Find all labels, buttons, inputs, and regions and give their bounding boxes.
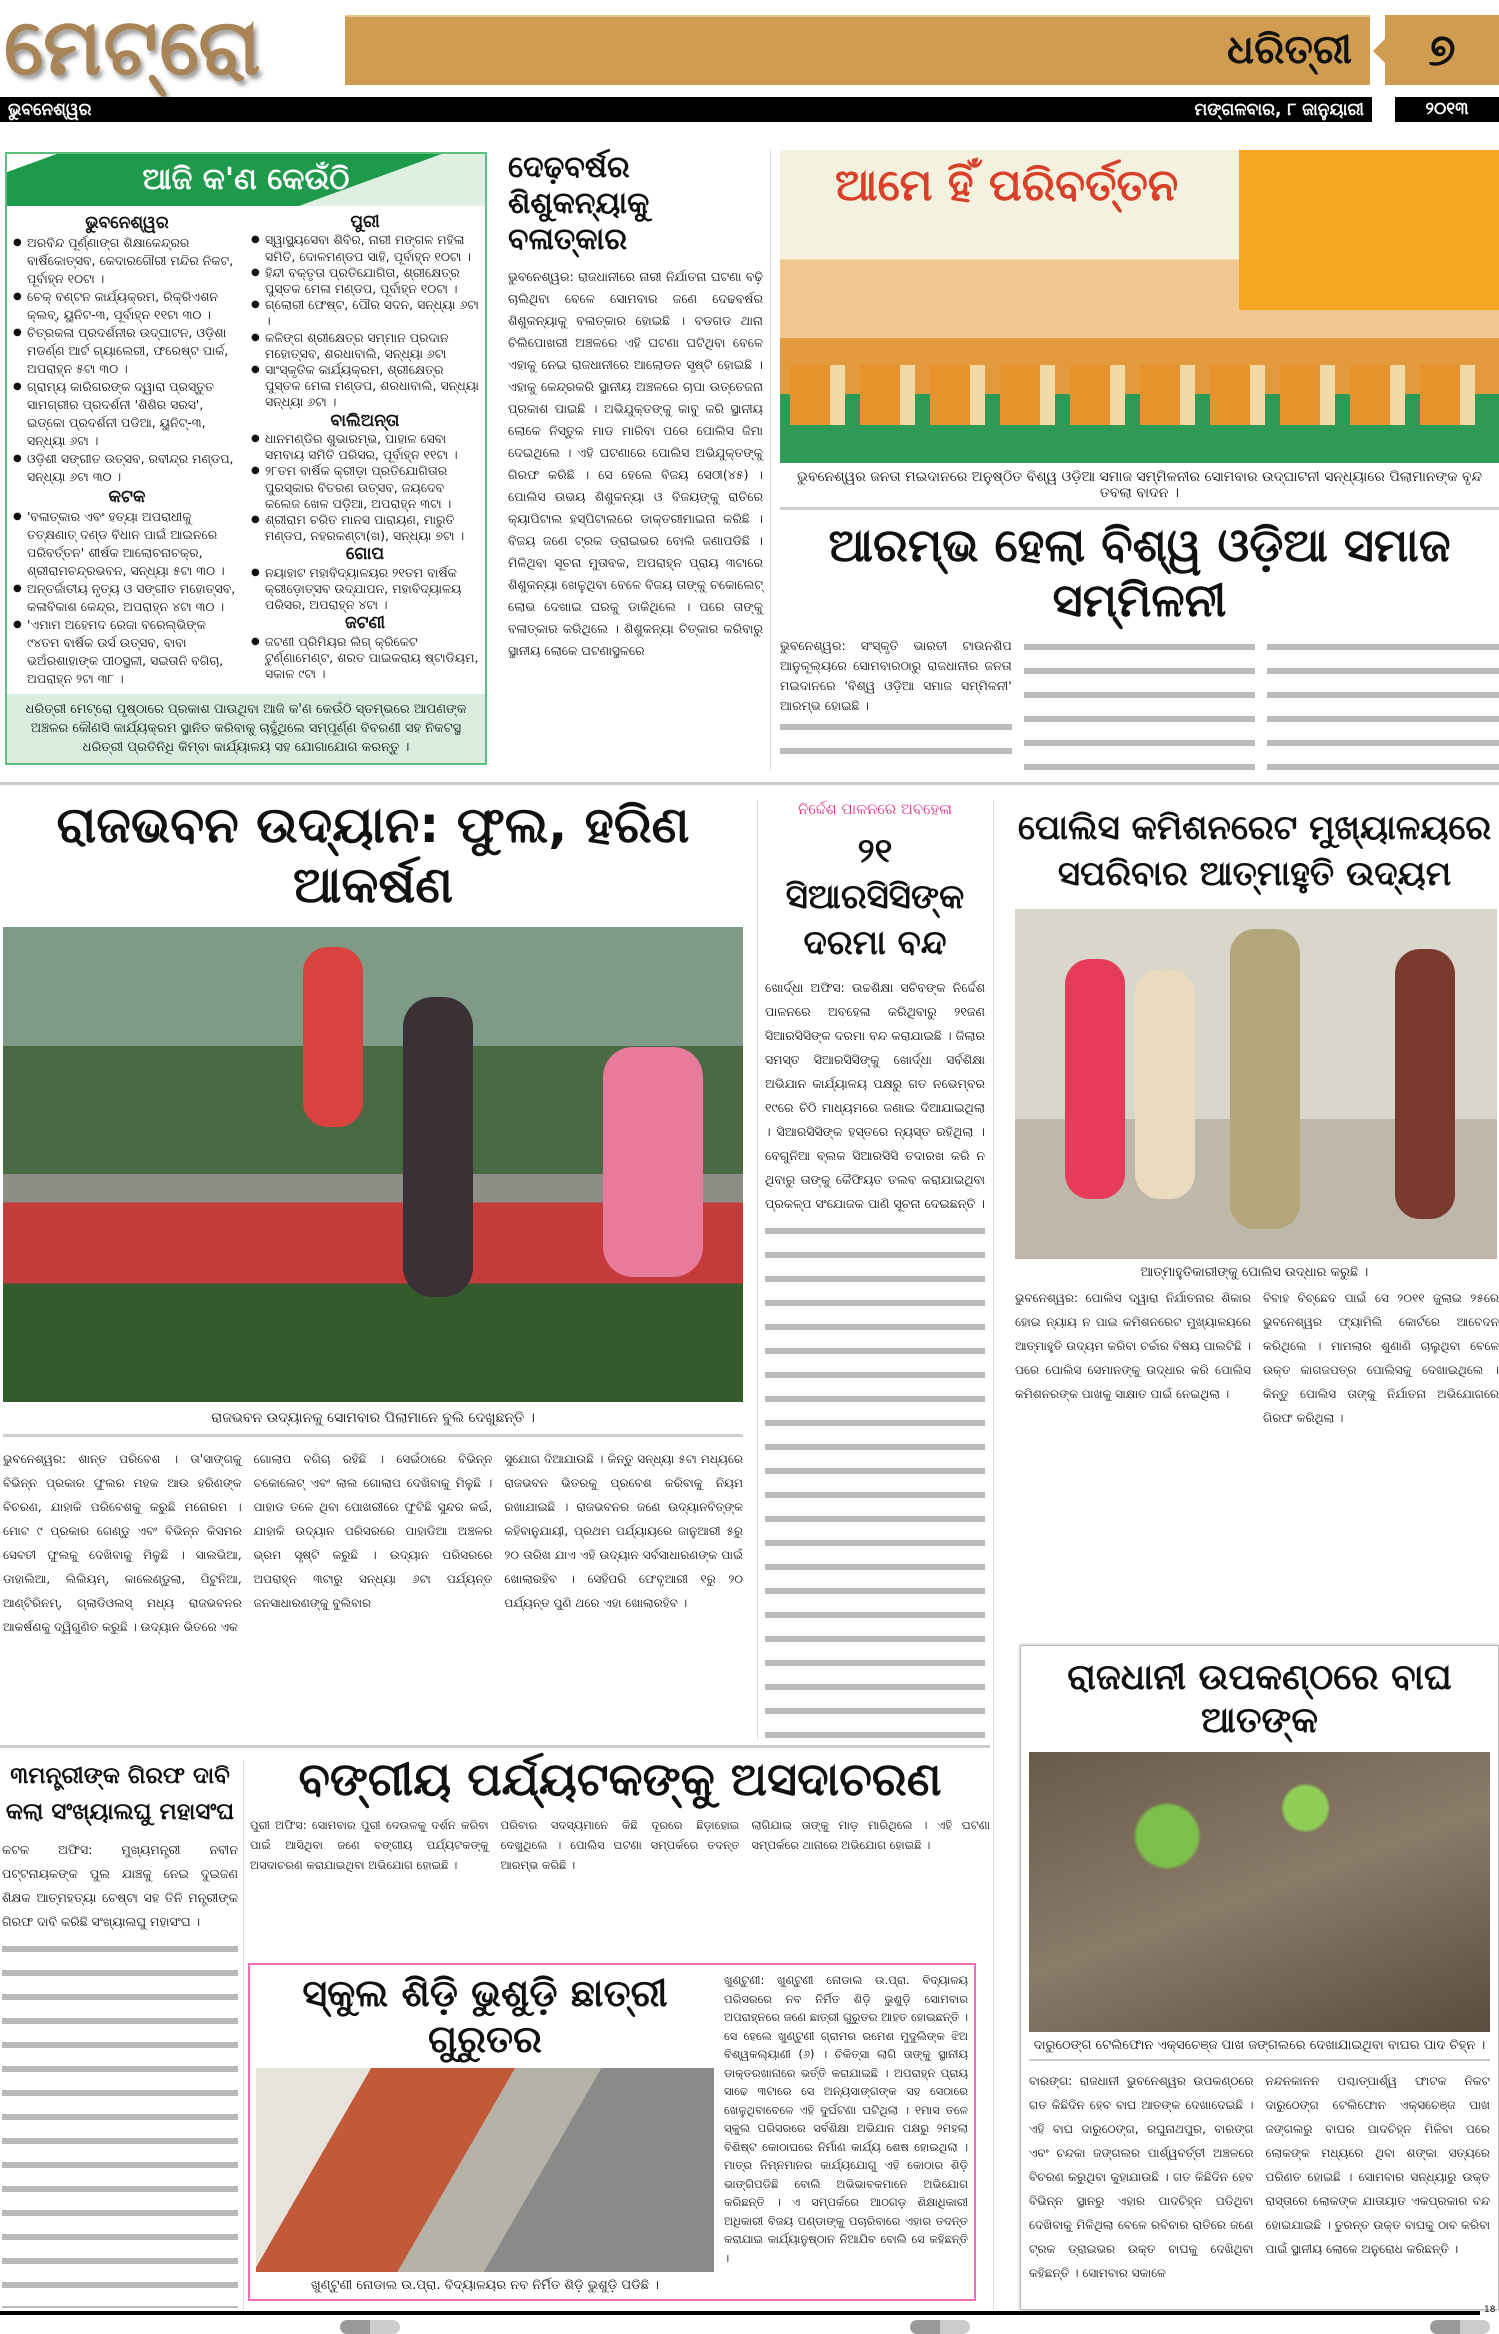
article-body: ଖୋର୍ଦ୍ଧା ଅଫିସ: ଉଚ୍ଚଶିକ୍ଷା ସଚିବଙ୍କ ନିର୍ଦ୍ଦେଶ ପାଳନରେ ଅବହେଳା କରିଥିବାରୁ ୨୧ଜଣ ସିଆରସିସିଙ୍କ ଦରମା ବନ୍ଦ କରାଯାଇଛି । ଜିଲାର ସମସ୍ତ ସିଆରସିସିଙ୍କୁ ଖୋର୍ଦ୍ଧା ସର୍ବଶିକ୍ଷା ଅଭିଯାନ କାର୍ଯ୍ୟାଳୟ ପକ୍ଷରୁ ଗତ ନଭେମ୍ବର ୧୯ରେ ଚିଠି ମାଧ୍ୟମରେ ଜଣାଇ ଦିଆଯାଇଥିଲା । ସିଆରସିସିଙ୍କ ହସ୍ତରେ ନ୍ୟସ୍ତ ରହିଥିଲା । ବେଗୁନିଆ ବ୍ଲକ ସିଆରସିସି ତଦାରଖ କରି ନ ଥିବାରୁ ତାଙ୍କୁ କୈଫିୟତ ତଲବ କରାଯାଇଥିବା ପ୍ରକଳ୍ପ ସଂଯୋଜକ ପାଣି ସୂଚନା ଦେଇଛନ୍ତି । <box>765 980 985 1211</box>
events-footer-note: ଧରିତ୍ରୀ ମେଟ୍ରୋ ପୃଷ୍ଠାରେ ପ୍ରକାଶ ପାଉଥିବା ଆଜି କ'ଣ କେଉଁଠି ସ୍ତମ୍ଭରେ ଆପଣଙ୍କ ଅଞ୍ଚଳର କୌଣସି କାର୍ଯ୍ୟକ୍ରମ ସ୍ଥାନିତ କରିବାକୁ ଚାହୁଁଥିଲେ ସମ୍ପୂର୍ଣ୍ଣ ବିବରଣୀ ସହ ନିକଟସ୍ଥ ଧରିତ୍ରୀ ପ୍ରତିନିଧି କିମ୍ବା କାର୍ଯ୍ୟାଳୟ ସହ ଯୋଗାଯୋଗ କରନ୍ତୁ । <box>7 694 485 763</box>
school-left-column <box>256 1971 714 2293</box>
footer-rule <box>0 2311 1480 2315</box>
event-item: ● 'ଏମାମ ଅହେମଦ ରେଜା ବରେଲ୍‌ଭିଙ୍କ ୯୪ତମ ବାର୍ଷିକ ଉର୍ସ ଉତ୍ସବ, ବାବା ଭଅଁରଶାହାଙ୍କ ପୀଠସ୍ଥଳୀ, ସଇତାନି ବଗିଚା, ଅପରାହ୍ନ ୨ଟା ୩୮ । <box>13 616 241 688</box>
dateline-bar <box>0 97 1372 122</box>
events-list <box>13 508 241 688</box>
body-columns <box>3 1447 743 1740</box>
event-item: ● ଅରବିନ୍ଦ ପୂର୍ଣ୍ଣାଙ୍ଗ ଶିକ୍ଷାକେନ୍ଦ୍ରର ବାର୍ଷିକୋତ୍ସବ, କେଦାରଗୌରୀ ମନ୍ଦିର ନିକଟ, ପୂର୍ବାହ୍ନ ୧୦ଟା । <box>13 234 241 288</box>
events-box <box>5 152 487 765</box>
event-item: ● ୨୮ତମ ବାର୍ଷିକ କ୍ରୀଡ଼ା ପ୍ରତିଯୋଗିତାର ପୁରସ୍କାର ବିତରଣ ଉତ୍ସବ, ଜୟଦେବ କଲେଜ ଖେଳ ପଡ଼ିଆ, ଅପରାହ୍ନ ୩ଟା । <box>251 463 479 512</box>
event-item: ● ଗ୍ରାମ୍ୟ କାରିଗରଙ୍କ ଦ୍ୱାରା ପ୍ରସ୍ତୁତ ସାମଗ୍ରୀର ପ୍ରଦର୍ଶନୀ 'ଶିଶିର ସରସ', ଇଡ୍‌କୋ ପ୍ରଦର୍ଶନୀ ପଡିଆ, ୟୁନିଟ୍-୩, ସନ୍ଧ୍ୟା ୬ଟା । <box>13 378 241 450</box>
events-list <box>251 565 479 614</box>
events-city-heading: କଟକ <box>108 487 146 507</box>
event-item: ● ଗ୍ଲୋରୀ ଫେଷ୍ଟ, ପୌର ସଦନ, ସନ୍ଧ୍ୟା ୬ଟା । <box>251 297 479 329</box>
article-body: ନନ୍ଦନକାନନ ପଶ୍ଚାତ୍ପାର୍ଶ୍ୱ ଫାଟକ ନିକଟ ଦାରୁଠେଙ୍ଗ ଟେଲିଫୋନ ଏକ୍ସଚେଞ୍ଜ ପାଖ ଜଙ୍ଗଲରୁ ବାଘର ପାଦଚିହ୍ନ ମିଳିବା ପରେ ଲୋକଙ୍କ ମଧ୍ୟରେ ଥିବା ଶଙ୍କା ସତ୍ୟରେ ପରିଣତ ହୋଇଛି । ସୋମବାର ସନ୍ଧ୍ୟାରୁ ଉକ୍ତ ରାସ୍ତାରେ ଲୋକଙ୍କ ଯାତାୟାତ ଏକପ୍ରକାର ବନ୍ଦ ହୋଇଯାଇଛି । ତୁରନ୍ତ ଉକ୍ତ ବାଘକୁ ଠାବ କରିବା ପାଇଁ ସ୍ଥାନୀୟ ଲୋକେ ଅନୁରୋଧ କରିଛନ୍ତି । <box>1265 2074 1490 2257</box>
article-police <box>1010 805 1499 1630</box>
kicker: ନିର୍ଦ୍ଦେଶ ପାଳନରେ ଅବହେଳା <box>797 800 953 818</box>
divider <box>780 507 1499 510</box>
events-list <box>13 234 241 486</box>
events-columns <box>7 206 485 694</box>
events-list <box>251 232 479 410</box>
events-list <box>251 431 479 544</box>
event-item: ● କଳିଙ୍ଗ ଶ୍ରୀକ୍ଷେତ୍ର ସମ୍ମାନ ପ୍ରଦାନ ମହୋତ୍ସବ, ଶରଧାବାଲି, ସନ୍ଧ୍ୟା ୬ଟା <box>251 330 479 362</box>
stage-backdrop <box>1239 150 1499 310</box>
text-column <box>3 1447 242 1740</box>
headline: ରାଜଭବନ ଉଦ୍ୟାନ: ଫୁଲ, ହରିଣ ଆକର୍ଷଣ <box>56 796 690 914</box>
headline: ପୋଲିସ କମିଶନରେଟ ମୁଖ୍ୟାଳୟରେ ସପରିବାର ଆତ୍ମାହୁତି ଉଦ୍ୟମ <box>1017 808 1492 894</box>
page-number: ୭ <box>1385 15 1499 85</box>
headline: ୨୧ ସିଆରସିସିଙ୍କ ଦରମା ବନ୍ଦ <box>785 831 965 963</box>
edition-city: ଭୁବନେଶ୍ୱର <box>8 99 92 120</box>
headline: ଆରମ୍ଭ ହେଲା ବିଶ୍ୱ ଓଡ଼ିଆ ସମାଜ ସମ୍ମିଳନୀ <box>828 518 1451 628</box>
person-figure <box>1135 969 1195 1199</box>
article-body: କଟକ ଅଫିସ: ମୁଖ୍ୟମନ୍ତ୍ରୀ ନବୀନ ପଟ୍ଟନାୟକଙ୍କ ପୁଲ ଯାଞ୍ଚକୁ ନେଇ ଦୁଇଜଣ ଶିକ୍ଷକ ଆତ୍ମହତ୍ୟା ଚେଷ୍ଟା ସହ ତିନି ମନ୍ତ୍ରୀଙ୍କ ଗିରଫ ଦାବି କରିଛି ସଂଖ୍ୟାଲଘୁ ମହାସଂଘ । <box>2 1842 238 1929</box>
article-body: ପରିବାର ସଦସ୍ୟମାନେ କିଛି ଦୂରରେ ଛିଡ଼ାହୋଇ ଦେଖୁଥିଲେ । ପୋଲିସ ଘଟଣା ସମ୍ପର୍କରେ ତଦନ୍ତ ଆରମ୍ଭ କରିଛି । <box>500 1818 740 1873</box>
article-crcc <box>765 800 985 1740</box>
event-item: ● ଚେକ୍ ବଣ୍ଟନ କାର୍ଯ୍ୟକ୍ରମ, ରିକ୍ରିଏଶନ କ୍ଲବ୍, ୟୁନିଟ-୩, ପୂର୍ବାହ୍ନ ୧୧ଟା ୩୦ । <box>13 288 241 324</box>
column-divider <box>993 800 994 2310</box>
police-officer-figure <box>1230 929 1300 1229</box>
events-column-right <box>251 212 479 690</box>
photo-caption: ଖୁଣ୍ଟୁଣୀ ନୋଡାଲ ଉ.ପ୍ରା. ବିଦ୍ୟାଳୟର ନବ ନିର୍ମିତ ଶିଡ଼ି ଭୁଶୁଡ଼ି ପଡିଛି । <box>311 2278 659 2293</box>
text-column <box>250 1815 489 1958</box>
text-column <box>1029 2069 1254 2299</box>
headline: ବଙ୍ଗୀୟ ପର୍ଯ୍ୟଟକଙ୍କୁ ଅସଦାଚରଣ <box>298 1752 942 1806</box>
event-item: ● ଚିତ୍ରକଳା ପ୍ରଦର୍ଶନୀର ଉଦ୍‌ଘାଟନ, ଓଡ଼ିଶା ମଡର୍ଣ୍ଣ ଆର୍ଟ ଗ୍ୟାଲେରୀ, ଫରେଷ୍ଟ ପାର୍କ, ଅପରାହ୍ନ ୫ଟା ୩୦ । <box>13 324 241 378</box>
scroll-handle[interactable] <box>340 2320 400 2334</box>
article-rape <box>508 150 763 770</box>
body-columns <box>250 1815 990 1958</box>
events-city-heading: ଭୁବନେଶ୍ୱର <box>85 213 169 233</box>
article-tiger <box>1020 1645 1499 2310</box>
page-marker: 18 <box>1484 2305 1496 2315</box>
events-city-heading: ଗୋପ <box>345 544 385 565</box>
person-figure <box>403 997 473 1297</box>
text-lines <box>1267 636 1499 770</box>
text-lines <box>1024 636 1256 770</box>
event-item: ● ଜଟଣୀ ପ୍ରିମିୟର ଲିଗ୍ କ୍ରିକେଟ ଟୁର୍ଣ୍ଣାମେଣ୍ଟ, ଶରତ ପାଇକରାୟ ଷ୍ଟାଡିୟମ, ସକାଳ ୯ଟା । <box>251 634 479 683</box>
rajbhavan-photo <box>3 927 743 1402</box>
headline: ଦେଢ଼ବର୍ଷର ଶିଶୁକନ୍ୟାକୁ ବଳାତ୍କାର <box>508 150 650 257</box>
event-item: ● ଧାନମଣ୍ଡିର ଶୁଭାରମ୍ଭ, ପାହାଳ ସେବା ସମବାୟ ସମିତି ପରିସର, ପୂର୍ବାହ୍ନ ୧୧ଟା । <box>251 431 479 463</box>
scroll-handle[interactable] <box>1430 2320 1490 2334</box>
text-column <box>780 636 1012 770</box>
event-item: ● ସାଂସ୍କୃତିକ କାର୍ଯ୍ୟକ୍ରମ, ଶ୍ରୀକ୍ଷେତ୍ର ପୁସ୍ତକ ମେଳା ମଣ୍ଡପ, ଶରଧାବାଲି, ସନ୍ଧ୍ୟା ସନ୍ଧ୍ୟା ୬ଟା । <box>251 362 479 411</box>
events-title: ଆଜି କ'ଣ କେଉଁଠି <box>7 154 485 206</box>
tabla-row <box>790 365 1490 425</box>
headline: ୩ମନ୍ତ୍ରୀଙ୍କ ଗିରଫ ଦାବି କଲା ସଂଖ୍ୟାଲଘୁ ମହାସଂଘ <box>5 1763 235 1825</box>
text-column <box>1266 2069 1491 2299</box>
headline: ସ୍କୁଲ ଶିଡ଼ି ଭୁଶୁଡ଼ି ଛାତ୍ରୀ ଗୁରୁତର <box>302 1971 668 2061</box>
divider <box>3 1434 743 1437</box>
text-column <box>501 1815 740 1958</box>
text-column <box>1024 636 1256 770</box>
body-columns <box>780 636 1499 770</box>
events-list <box>251 634 479 683</box>
text-column <box>724 1971 968 2293</box>
event-item: ● ଅନ୍ତର୍ଜାତୀୟ ନୃତ୍ୟ ଓ ସଙ୍ଗୀତ ମହୋତ୍ସବ, କଳାବିକାଶ କେନ୍ଦ୍ର, ଅପରାହ୍ନ ୪ଟା ୩୦ । <box>13 580 241 616</box>
article-minority <box>2 1758 238 2308</box>
photo-banner-text: ଆମେ ହିଁ ପରିବର୍ତ୍ତନ <box>835 160 1179 211</box>
article-body: ପୁରୀ ଅଫିସ: ସୋମବାର ପୁରୀ ଦେଉଳକୁ ଦର୍ଶନ କରିବା ପାଇଁ ଆସିଥିବା ଜଣେ ବଙ୍ଗୀୟ ପର୍ଯ୍ୟଟକଙ୍କୁ ଅସଦାଚରଣ କରାଯାଇଥିବା ଅଭିଯୋଗ ହୋଇଛି । <box>250 1818 489 1873</box>
article-body: ସୁଯୋଗ ଦିଆଯାଉଛି । କିନ୍ତୁ ସନ୍ଧ୍ୟା ୫ଟା ମଧ୍ୟରେ ରାଜଭବନ ଭିତରକୁ ପ୍ରବେଶ କରିବାକୁ ନିୟମ ରଖାଯାଇଛି । ରାଜଭବନର ଜଣେ ଉଦ୍ୟାନବିତ୍‌ଙ୍କ କହିବାନୁଯାୟୀ, ପ୍ରଥମ ପର୍ଯ୍ୟାୟରେ ଜାନୁଆରୀ ୫ରୁ ୨୦ ତାରିଖ ଯାଏ ଏହି ଉଦ୍ୟାନ ସର୍ବସାଧାରଣଙ୍କ ପାଇଁ ଖୋଲାରହିବ । ସେହିପରି ଫେବୃଆରୀ ୧ରୁ ୨୦ ପର୍ଯ୍ୟନ୍ତ ପୁଣି ଥରେ ଏହା ଖୋଲାରହିବ । <box>504 1452 744 1610</box>
article-body: ଲାଗିଯାଇ ତାଙ୍କୁ ମାଡ଼ ମାରିଥିଲେ । ଏହି ଘଟଣା ସମ୍ପର୍କରେ ଥାନାରେ ଅଭିଯୋଗ ହୋଇଛି । <box>751 1818 991 1853</box>
event-item: ● ଓଡ଼ିଶୀ ସଙ୍ଗୀତ ଉତ୍ସବ, ରବୀନ୍ଦ୍ର ମଣ୍ଡପ, ସନ୍ଧ୍ୟା ୬ଟା ୩୦ । <box>13 450 241 486</box>
event-item: ● ନୟାହାଟ ମହାବିଦ୍ୟାଳୟର ୨୧ତମ ବାର୍ଷିକ କ୍ରୀଡ଼ୋତ୍ସବ ଉଦ୍‌ଯାପନ, ମହାବିଦ୍ୟାଳୟ ପରିସର, ଅପରାହ୍ନ ୪ଟା । <box>251 565 479 614</box>
article-bengal <box>250 1752 990 1958</box>
text-column <box>1263 1286 1499 1630</box>
photo-caption: ଆତ୍ମାହୁତିକାରୀଙ୍କୁ ପୋଲିସ ଉଦ୍ଧାର କରୁଛି । <box>1140 1265 1369 1280</box>
issue-year: ୨୦୧୩ <box>1395 97 1499 122</box>
article-rajbhavan <box>3 795 743 1740</box>
collapsed-stairs-photo <box>256 2068 714 2272</box>
issue-date: ମଙ୍ଗଳବାର, ୮ ଜାନୁୟାରୀ <box>1194 99 1364 120</box>
text-column <box>751 1815 990 1958</box>
event-item: ● ହିନ୍ଦୀ ବକ୍ତୃତା ପ୍ରତିଯୋଗିତା, ଶ୍ରୀକ୍ଷେତ୍ର ପୁସ୍ତକ ମେଳା ମଣ୍ଡପ, ପୂର୍ବାହ୍ନ ୧୦ଟା । <box>251 265 479 297</box>
article-body: ଭୁବନେଶ୍ୱର: ରାଜଧାନୀରେ ନାରୀ ନିର୍ଯାତନା ଘଟଣା ବଢ଼ି ଚାଲିଥିବା ବେଳେ ସୋମବାର ଜଣେ ଦେଢବର୍ଷର ଶିଶୁକନ୍ୟାକୁ ବଳାତ୍କାର ହୋଇଛି । ବଡଗଡ ଥାନା ଚିଲିପୋଖରୀ ଅଞ୍ଚଳରେ ଏହି ଘଟଣା ଘଟିଥିବା ବେଳେ ଏହାକୁ ନେଇ ରାଜଧାନୀରେ ଆଲୋଡନ ସୃଷ୍ଟି ହୋଇଛି । ଏହାକୁ କେନ୍ଦ୍ରକରି ସ୍ଥାନୀୟ ଅଞ୍ଚଳରେ ଚାପା ଉତ୍ତେଜନା ପ୍ରକାଶ ପାଇଛି । ଅଭିଯୁକ୍ତଙ୍କୁ କାବୁ କରି ସ୍ଥାନୀୟ ଲୋକେ ନିସ୍ତୁକ ମାଡ ମାରିବା ପରେ ପୋଲିସ ଜିମା ଦେଇଥିଲେ । ଏହି ଘଟଣାରେ ପୋଲିସ ଅଭିଯୁକ୍ତଙ୍କୁ ଗିରଫ କରିଛି । ସେ ହେଲେ ବିଜୟ ସେଠୀ(୪୫) । ପୋଲିସ ଉଭୟ ଶିଶୁକନ୍ୟା ଓ ବିଜୟଙ୍କୁ ରାତିରେ କ୍ୟାପିଟାଲ ହସ୍ପିଟାଲରେ ଡାକ୍ତରୀମାଇନା କରିଛି । ବିଜୟ ଜଣେ ଟ୍ରକ ଡ୍ରାଇଭର ବୋଲି ଜଣାପଡିଛି । ମିଳିଥିବା ସୂଚନା ମୁତାବକ, ଅପରାହ୍ନ ପ୍ରାୟ ୩ଟାରେ ଶିଶୁକନ୍ୟା ଖେଳୁଥିବା ବେଳେ ବିଜୟ ତାଙ୍କୁ ଚକୋଲେଟ୍ ଲୋଭ ଦେଖାଇ ଘରକୁ ଡାକିଥିଲେ । ପରେ ତାଙ୍କୁ ବଳାତ୍କାର କରିଥିଲେ । ଶିଶୁକନ୍ୟା ଚିତ୍କାର କରିବାରୁ ସ୍ଥାନୀୟ ଲୋକେ ଘଟଣାସ୍ଥଳରେ <box>508 269 763 658</box>
text-column <box>1015 1286 1251 1630</box>
article-body: ବାରଙ୍ଗ: ରାଜଧାନୀ ଭୁବନେଶ୍ୱର ଉପକଣ୍ଠରେ ଗତ କିଛିଦିନ ହେବ ବାଘ ଆତଙ୍କ ଦେଖାଦେଇଛି । ଏହି ବାଘ ଦାରୁଠେଙ୍ଗ, ରଘୁନାଥପୁର, ବାରଙ୍ଗ ଏବଂ ଚନ୍ଦକା ଜଙ୍ଗଲର ପାର୍ଶ୍ୱବର୍ତ୍ତୀ ଅଞ୍ଚଳରେ ବିଚରଣ କରୁଥିବା କୁହାଯାଉଛି । ଗତ କିଛିଦିନ ହେବ ବିଭିନ୍ନ ସ୍ଥାନରୁ ଏହାର ପାଦଚିହ୍ନ ପଡିଥିବା ଦେଖିବାକୁ ମିଳିଥିଲା ବେଳେ ରବିବାର ରାତିରେ ଜଣେ ଟ୍ରକ ଡ୍ରାଇଭର ଉକ୍ତ ବାଘକୁ ଦେଖିଥିବା କହିଛନ୍ତି । ସୋମବାର ସକାଳେ <box>1029 2074 1254 2281</box>
photo-caption: ରାଜଭବନ ଉଦ୍ୟାନକୁ ସୋମବାର ପିଲାମାନେ ବୁଲି ଦେଖୁଛନ୍ତି । <box>211 1410 535 1426</box>
section-divider <box>0 1745 990 1748</box>
event-item: ● ସ୍ୱାସ୍ଥ୍ୟସେବା ଶିବିର, ନାରୀ ମଙ୍ଗଳ ମହିଳା ସମିତି, ଦୋଳମଣ୍ଡପ ସାହି, ପୂର୍ବାହ୍ନ ୧୦ଟା । <box>251 232 479 264</box>
text-column <box>504 1447 743 1740</box>
article-body: ଭୁବନେଶ୍ୱର: ପୋଲିସ ଦ୍ୱାରା ନିର୍ଯାତନାର ଶିକାର ହୋଇ ନ୍ୟାୟ ନ ପାଇ କମିଶନରେଟ ମୁଖ୍ୟାଳୟରେ ଆତ୍ମାହୁତି ଉଦ୍ୟମ କରିବା ଚର୍ଚ୍ଚାର ବିଷୟ ପାଲଟିଛି । ପରେ ପୋଲିସ ସେମାନଙ୍କୁ ଉଦ୍ଧାର କରି ପୋଲିସ କମିଶନରଙ୍କ ପାଖକୁ ସାକ୍ଷାତ ପାଇଁ ନେଇଥିଲା । <box>1015 1291 1251 1401</box>
article-samaj <box>780 150 1499 770</box>
article-body: ଭୁବନେଶ୍ୱର: ଶାନ୍ତ ପରିବେଶ । ତା'ସାଙ୍ଗକୁ ବିଭିନ୍ନ ପ୍ରକାର ଫୁଲର ମହକ ଆଉ ହରିଣଙ୍କ ବିଚରଣ, ଯାହାକି ପରିବେଶକୁ କରୁଛି ମନୋରମ । ମୋଟ ୯ ପ୍ରକାର ଗେଣ୍ଡୁ ଏବଂ ବିଭିନ୍ନ କିସମର ସେବତୀ ଫୁଲକୁ ଦେଖିବାକୁ ମିଳୁଛି । ସାଲଭିଆ, ଡାହାଲିଆ, ଲିଲିୟମ୍, କାଲେଣ୍ଡୁଲା, ପିଟୁନିଆ, ଆଣ୍ଟିରିନମ୍, ଗ୍ଲାଡିଓଲସ୍ ମଧ୍ୟ ରାଜଭବନର ଆକର୍ଷଣକୁ ଦ୍ୱିଗୁଣିତ କରୁଛି । ଉଦ୍ୟାନ ଭିତରେ ଏକ <box>3 1452 242 1634</box>
column-divider <box>770 150 771 770</box>
section-bar <box>345 15 1370 85</box>
events-city-heading: ଜଟଣୀ <box>344 613 386 634</box>
section-title: ଧରିତ୍ରୀ <box>1227 27 1352 73</box>
section-divider <box>0 782 1499 785</box>
person-figure <box>303 947 363 1127</box>
samaj-photo <box>780 150 1499 463</box>
events-city-heading: ବାଲିଅନ୍ତା <box>330 410 400 431</box>
text-column <box>254 1447 493 1740</box>
photo-caption: ଭୁବନେଶ୍ୱର ଜନତା ମଇଦାନରେ ଅନୁଷ୍ଠିତ ବିଶ୍ୱ ଓଡ଼ିଆ ସମାଜ ସମ୍ମିଳନୀର ସୋମବାର ଉଦ୍‌ଘାଟନୀ ସନ୍ଧ୍ୟାରେ ପିଲାମାନଙ୍କ ବୃନ୍ଦ ତବଲା ବାଦନ । <box>796 469 1483 501</box>
headline: ରାଜଧାନୀ ଉପକଣ୍ଠରେ ବାଘ ଆତଙ୍କ <box>1067 1657 1452 1742</box>
divider <box>1029 2059 1490 2061</box>
events-city-heading: ପୁରୀ <box>350 212 380 232</box>
article-school <box>248 1963 976 2301</box>
text-lines <box>780 716 1012 770</box>
article-body: ଖୁଣ୍ଟୁଣୀ: ଖୁଣ୍ଟୁଣୀ ନୋଡାଲ ଉ.ପ୍ରା. ବିଦ୍ୟାଳୟ ପରିସରରେ ନବ ନିର୍ମିତ ଶିଡ଼ି ଭୁଶୁଡ଼ି ସୋମବାର ଅପରାହ୍ନରେ ଜଣେ ଛାତ୍ରୀ ଗୁରୁତର ଆହତ ହୋଇଛନ୍ତି । ସେ ହେଲେ ଖୁଣ୍ଟୁଣୀ ଗ୍ରାମର ରମେଶ ମୁଦୁଲିଙ୍କ ଝିଅ ବିଶ୍ୱକଲ୍ୟାଣୀ (୬) । ଚିକିତ୍ସା ଲାଗି ତାଙ୍କୁ ସ୍ଥାନୀୟ ଡାକ୍ତରଖାନାରେ ଭର୍ତ୍ତି କରାଯାଇଛି । ଅପରାହ୍ନ ପ୍ରାୟ ସାଢେ ୩ଟାରେ ସେ ଅନ୍ୟସାଙ୍ଗଙ୍କ ସହ ସେଠାରେ ଖେଳୁଥିବାବେଳେ ଏହି ଦୁର୍ଘଟଣା ଘଟିଥିଲା । ୧ମାସ ତଳେ ସ୍କୁଲ ପରିସରରେ ସର୍ବଶିକ୍ଷା ଅଭିଯାନ ପକ୍ଷରୁ ୨ମହଲା ବିଶିଷ୍ଟ କୋଠାଘରେ ନିର୍ମାଣ କାର୍ଯ୍ୟ ଶେଷ ହୋଇଥିଲା । ମାତ୍ର ନିମ୍ନମାନର କାର୍ଯ୍ୟଯୋଗୁ ଏହି କୋଠାର ଶିଡ଼ି ଭାଙ୍ଗିପଡିଛି ବୋଲି ଅଭିଭାବକମାନେ ଅଭିଯୋଗ କରିଛନ୍ତି । ଏ ସମ୍ପର୍କରେ ଆଠଗଡ଼ ଶିକ୍ଷାଧିକାରୀ ଅଧିକାରୀ ବିଜୟ ପଣ୍ଡାଙ୍କୁ ପଚାରିବାରେ ଏହାର ତଦନ୍ତ କରାଯାଇ କାର୍ଯ୍ୟାନୁଷ୍ଠାନ ନିଆଯିବ ବୋଲି ସେ କହିଛନ୍ତି । <box>724 1973 968 2265</box>
police-photo <box>1015 909 1497 1259</box>
person-figure <box>1395 949 1455 1219</box>
text-lines <box>765 1220 985 1740</box>
article-body: ଗୋଲାପ ବଗିଚା ରହିଛି । ସେଇଁଠାରେ ବିଭିନ୍ନ ଚକୋଲେଟ୍ ଏବଂ ଲାଲ ଗୋଲାପ ଦେଖିବାକୁ ମିଳୁଛି । ପାହାଡ ତଳେ ଥିବା ପୋଖରୀରେ ଫୁଟିଛି ସୁନ୍ଦର କଇଁ, ଯାହାକି ଉଦ୍ୟାନ ପରିସରରେ ପାହାଡିଆ ଅଞ୍ଚଳର ଭ୍ରମ ସୃଷ୍ଟି କରୁଛି । ଉଦ୍ୟାନ ପରିସରରେ ଅପରାହ୍ନ ୩ଟାରୁ ସନ୍ଧ୍ୟା ୬ଟା ପର୍ଯ୍ୟନ୍ତ ଜନସାଧାରଣଙ୍କୁ ବୁଲିବାର <box>253 1452 493 1610</box>
article-body: ଭୁବନେଶ୍ୱର: ସଂସ୍କୃତି ଭାରତୀ ଟାଉନଶିପ ଆନୁକୂଲ୍ୟରେ ସୋମବାରଠାରୁ ରାଜଧାନୀର ଜନତା ମଇଦାନରେ 'ବିଶ୍ୱ ଓଡ଼ିଆ ସମାଜ ସମ୍ମିଳନୀ' ଆରମ୍ଭ ହୋଇଛି । <box>780 638 1012 714</box>
pugmark-photo <box>1029 1752 1490 2032</box>
event-item: ● 'ବଳାତ୍କାର ଏବଂ ହତ୍ୟା ଅପରାଧୀକୁ ତତ୍‌କ୍ଷଣାତ୍ ଦଣ୍ଡ ବିଧାନ ପାଇଁ ଆଇନରେ ପରିବର୍ତ୍ତନ' ଶୀର୍ଷକ ଆଲୋଚନାଚକ୍ର, ଶ୍ରୀରାମଚନ୍ଦ୍ରଭବନ, ସନ୍ଧ୍ୟା ୫ଟା ୩୦ । <box>13 508 241 580</box>
person-figure <box>1065 959 1125 1199</box>
masthead-logo: ମେଟ୍ରୋ <box>4 2 263 93</box>
text-lines <box>2 1938 238 2308</box>
event-item: ● ଶ୍ରୀରାମ ଚରିତ ମାନସ ପାରାୟଣ, ମାରୁତି ମଣ୍ଡପ, ନହରକଣ୍ଟା(ଖ), ସନ୍ଧ୍ୟା ୭ଟା । <box>251 512 479 544</box>
scroll-handle[interactable] <box>910 2320 970 2334</box>
body-columns <box>1029 2069 1490 2299</box>
article-body: ବିବାହ ବିଚ୍ଛେଦ ପାଇଁ ସେ ୨୦୧୧ ଜୁଲାଇ ୨୫ରେ ଭୁବନେଶ୍ୱର ଫ୍ୟାମିଲି କୋର୍ଟରେ ଆବେଦନ କରିଥିଲେ । ମାମଲାର ଶୁଣାଣି ଚାଲୁଥିବା ବେଳେ ଉକ୍ତ କାଗଜପତ୍ର ପୋଲିସକୁ ଦେଖାଇଥିଲେ । କିନ୍ତୁ ପୋଲିସ ତାଙ୍କୁ ନିର୍ଯାତନା ଅଭିଯୋଗରେ ଗିରଫ କରିଥିଲା । <box>1263 1291 1499 1425</box>
column-divider <box>757 800 758 1740</box>
column-divider <box>243 1760 244 2310</box>
person-figure <box>603 1047 703 1277</box>
photo-caption: ଦାରୁଠେଙ୍ଗ ଟେଲିଫୋନ ଏକ୍ସଚେଞ୍ଜ ପାଖ ଜଙ୍ଗଲରେ ଦେଖାଯାଇଥିବା ବାଘର ପାଦ ଚିହ୍ନ । <box>1033 2038 1486 2054</box>
text-column <box>1267 636 1499 770</box>
body-columns <box>1010 1286 1499 1630</box>
events-column-left <box>13 212 241 690</box>
